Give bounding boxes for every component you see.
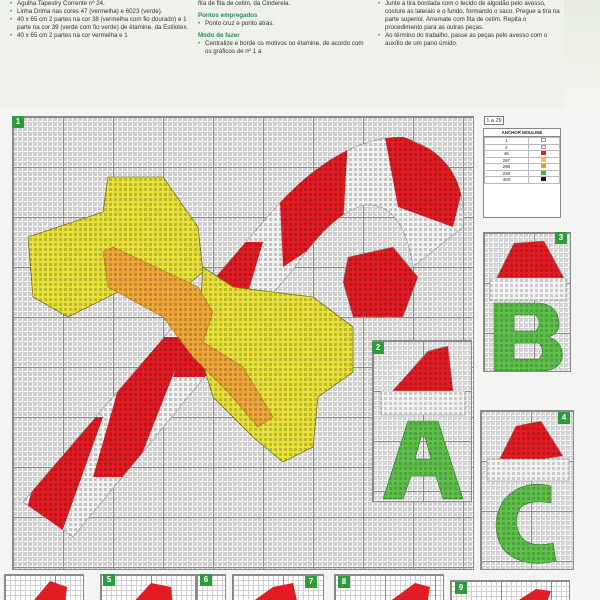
- legend-code: 298: [485, 164, 529, 171]
- chart-number-badge: 4: [558, 412, 570, 424]
- section-title: Pontos empregados: [198, 12, 258, 19]
- legend-code: 297: [485, 157, 529, 164]
- letter-a-motif: [373, 341, 472, 502]
- scale-label: 1 a 29: [484, 116, 504, 125]
- legend-code: 403: [485, 177, 529, 184]
- chart-bottom-6: [450, 580, 570, 600]
- section-item: • Ponto cruz e ponto atrás.: [198, 20, 368, 28]
- chart-number-badge: 7: [305, 576, 317, 588]
- legend-title: ANCHOR MOULINE: [484, 129, 560, 137]
- decorative-ornament: [564, 0, 600, 108]
- chart-number-badge: 6: [200, 574, 212, 586]
- legend-row: [485, 177, 560, 184]
- legend-code: 2: [485, 144, 529, 151]
- legend-code: 46: [485, 151, 529, 158]
- legend-swatch: [541, 171, 546, 175]
- bottom-hat-motif: [101, 575, 196, 600]
- section-item: • Centralize e borde os motivos no étamine, de acordo com os gráficos de nº 1 a: [198, 40, 368, 56]
- legend-swatch: [541, 151, 546, 155]
- finishing-column: [378, 0, 564, 48]
- chart-number-badge: 2: [372, 342, 384, 354]
- finishing-item: • Junte a tira bordada com o tecido de algodão pelo avesso, costure as laterais e o fundo, formando o saco. Pregue a tira na parte superior. Arremate com fita de cetim. Repita o procedimento para as outras peças.: [378, 0, 564, 32]
- legend-swatch: [541, 145, 546, 149]
- method-column: [198, 0, 368, 56]
- bottom-hat-motif: [335, 575, 444, 600]
- letter-c-motif: [481, 411, 574, 570]
- legend-swatch: [541, 177, 546, 181]
- legend-swatch: [541, 158, 546, 162]
- legend-swatch: [541, 138, 546, 142]
- chart-bottom-5: [334, 574, 444, 600]
- chart-letter-b: [483, 232, 571, 372]
- legend-swatch: [541, 164, 546, 168]
- legend-table: [484, 137, 560, 184]
- materials-item: • 40 x 65 cm 2 partes na cor 38 (vermelha com fio dourado) e 1 parte na cor 39 (verde com fio verde) de étamine, da Estilotex.: [10, 16, 190, 32]
- letter-b-motif: [484, 233, 571, 372]
- legend-code: 1: [485, 138, 529, 145]
- bottom-hat-motif: [451, 581, 570, 600]
- bottom-hat-motif: [5, 575, 84, 600]
- materials-item: • 40 x 65 cm 2 partes na cor vermelha e 1: [10, 32, 190, 40]
- legend-code: 228: [485, 170, 529, 177]
- section-title: Modo de fazer: [198, 32, 240, 39]
- chart-number-badge: 8: [338, 576, 350, 588]
- materials-item: • Linha Drima nas cores 47 (vermelha) e 6023 (verde).: [10, 8, 190, 16]
- chart-number-badge: 1: [12, 116, 24, 128]
- materials-column: [10, 0, 190, 40]
- thread-legend: [483, 128, 561, 218]
- chart-letter-c: [480, 410, 574, 570]
- chart-letter-a: [372, 340, 472, 502]
- chart-bottom-1: [4, 574, 84, 600]
- chart-number-badge: 5: [103, 574, 115, 586]
- method-intro: fita de fita de cetim, da Cinderela.: [198, 0, 291, 7]
- chart-number-badge: 9: [455, 582, 467, 594]
- chart-number-badge: 3: [555, 232, 567, 244]
- instructions-panel: [0, 0, 600, 108]
- materials-item: • Agulha Tapestry Corrente nº 24.: [10, 0, 190, 8]
- finishing-item: • Ao término do trabalho, passe as peças pelo avesso com o auxílio de um pano úmido.: [378, 32, 564, 48]
